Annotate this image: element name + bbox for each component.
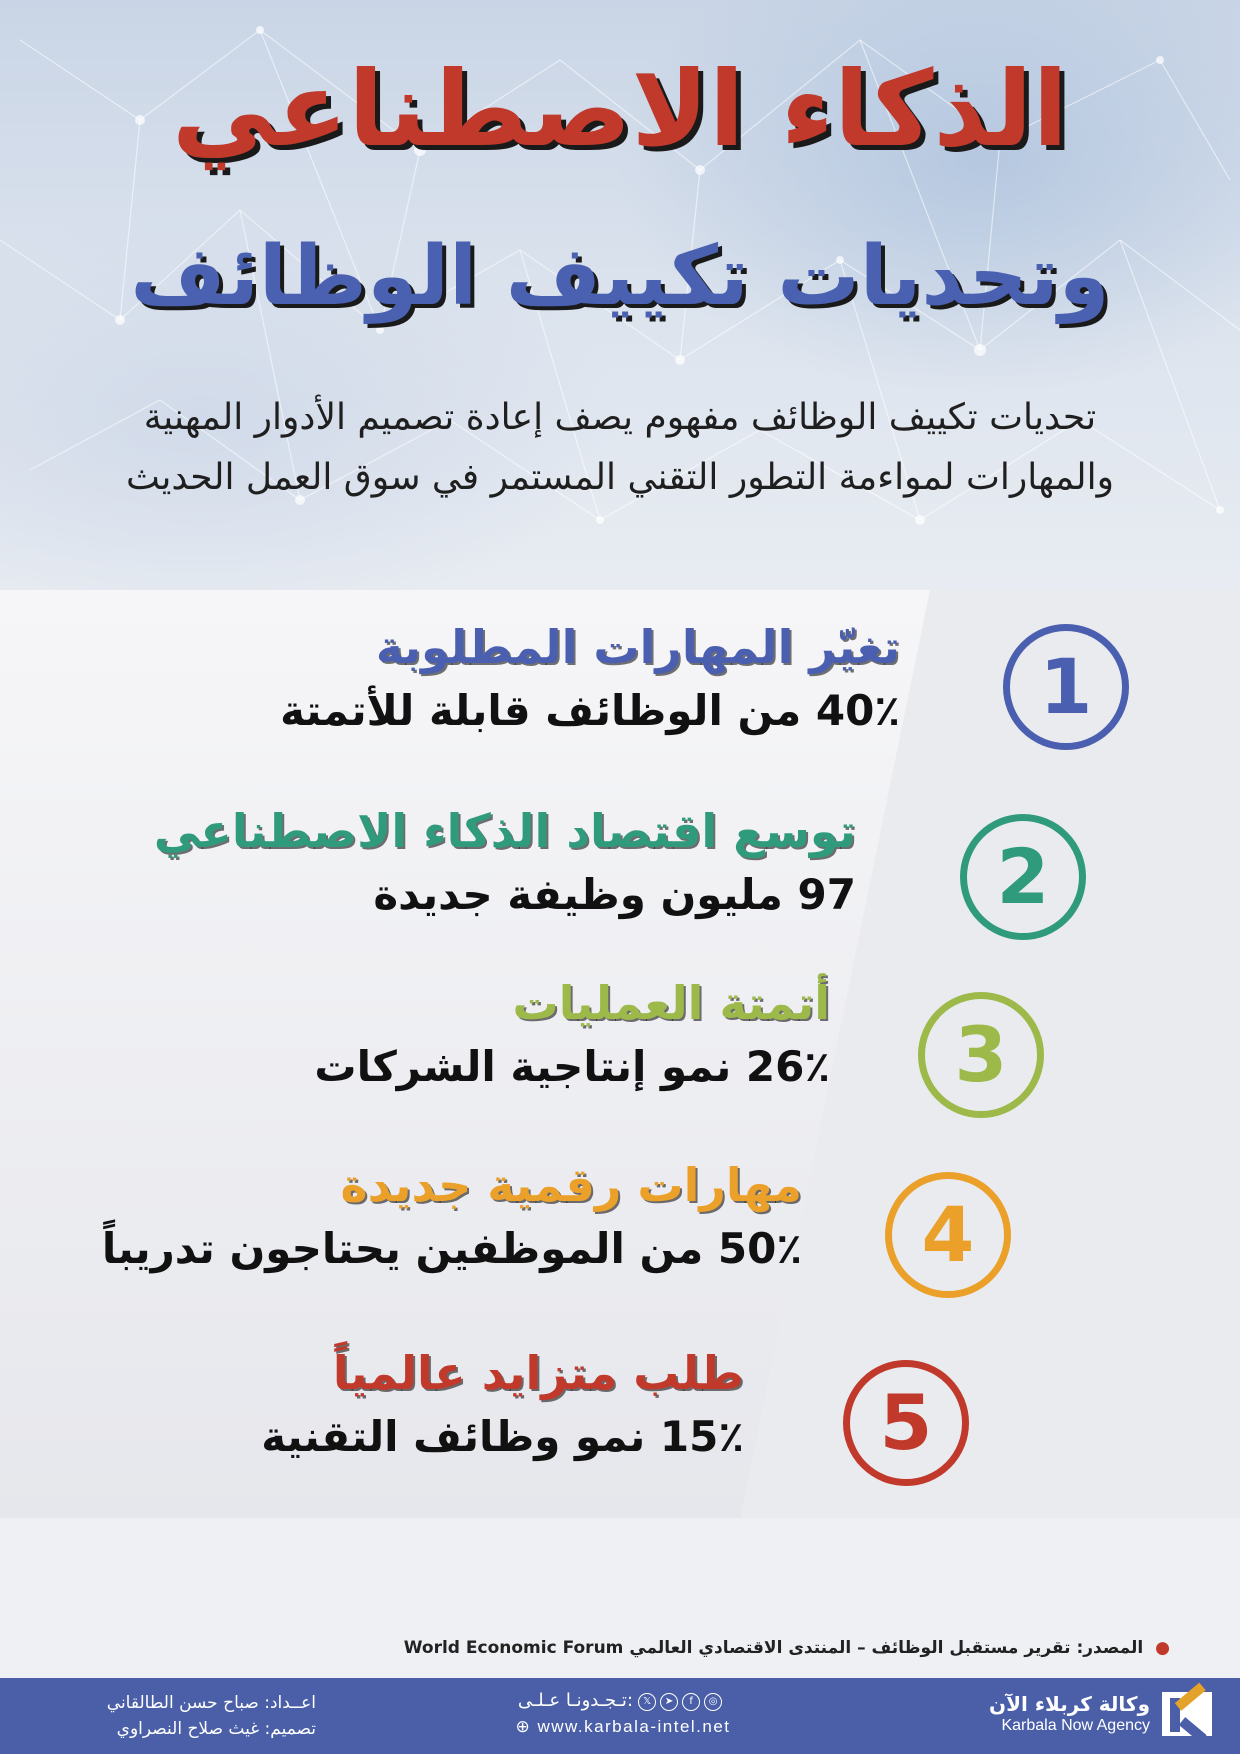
source-org: World Economic Forum bbox=[403, 1638, 624, 1658]
intro-paragraph bbox=[80, 388, 1160, 508]
facebook-icon[interactable]: f bbox=[682, 1693, 700, 1711]
agency-logo-icon bbox=[1162, 1692, 1212, 1736]
item-5-number-badge: 5 bbox=[843, 1360, 969, 1486]
source-line bbox=[404, 1638, 1170, 1658]
intro-line-2: والمهارات لمواءمة التطور التقني المستمر في سوق العمل الحديث bbox=[126, 457, 1114, 498]
designed-by: تصميم: غيث صلاح النصراوي bbox=[116, 1719, 316, 1739]
item-2 bbox=[154, 800, 856, 928]
item-5 bbox=[261, 1342, 744, 1470]
item-1-number-badge: 1 bbox=[1003, 624, 1129, 750]
item-1 bbox=[280, 616, 900, 744]
source-text: تقرير مستقبل الوظائف – المنتدى الاقتصادي العالمي bbox=[629, 1638, 1071, 1658]
credits-block bbox=[76, 1690, 316, 1742]
item-5-detail: 15٪ نمو وظائف التقنية bbox=[261, 1412, 744, 1461]
agency-name-arabic: وكالة كربلاء الآن bbox=[989, 1692, 1150, 1716]
item-3-heading: أتمتة العمليات bbox=[512, 976, 830, 1030]
find-us-label: تـجـدونـا عـلـى: bbox=[517, 1690, 634, 1711]
item-2-number-badge: 2 bbox=[960, 814, 1086, 940]
item-3-number-badge: 3 bbox=[918, 992, 1044, 1118]
globe-icon: ⊕ bbox=[515, 1717, 532, 1736]
item-1-detail: 40٪ من الوظائف قابلة للأتمتة bbox=[280, 686, 900, 735]
item-3-detail: 26٪ نمو إنتاجية الشركات bbox=[314, 1042, 830, 1091]
page-title: الذكاء الاصطناعي bbox=[171, 48, 1069, 170]
bullet-dot-icon: ● bbox=[1155, 1638, 1170, 1658]
item-4-detail: 50٪ من الموظفين يحتاجون تدريباً bbox=[101, 1224, 802, 1273]
agency-name-english: Karbala Now Agency bbox=[1001, 1717, 1150, 1734]
header-band bbox=[0, 0, 1240, 590]
item-4-number-badge: 4 bbox=[885, 1172, 1011, 1298]
instagram-icon[interactable]: ◎ bbox=[704, 1693, 722, 1711]
intro-line-1: تحديات تكييف الوظائف مفهوم يصف إعادة تصميم الأدوار المهنية bbox=[143, 397, 1097, 438]
item-2-heading: توسع اقتصاد الذكاء الاصطناعي bbox=[153, 804, 856, 858]
item-4 bbox=[102, 1154, 802, 1282]
item-1-heading: تغيّر المهارات المطلوبة bbox=[375, 620, 900, 674]
x-icon[interactable]: 𝕏 bbox=[638, 1693, 656, 1711]
footer-bar bbox=[0, 1678, 1240, 1754]
agency-logo[interactable] bbox=[989, 1692, 1212, 1736]
source-label: المصدر: bbox=[1076, 1638, 1144, 1658]
page-subtitle: وتحديات تكييف الوظائف bbox=[130, 229, 1110, 324]
telegram-icon[interactable]: ➤ bbox=[660, 1693, 678, 1711]
prepared-by: اعــداد: صباح حسن الطالقاني bbox=[106, 1693, 316, 1713]
item-4-heading: مهارات رقمية جديدة bbox=[340, 1158, 802, 1212]
item-3 bbox=[314, 972, 830, 1100]
social-block bbox=[498, 1688, 748, 1740]
website-link[interactable]: www.karbala-intel.net bbox=[537, 1717, 731, 1736]
item-2-detail: 97 مليون وظيفة جديدة bbox=[373, 870, 856, 919]
item-5-heading: طلب متزايد عالمياً bbox=[332, 1346, 744, 1400]
